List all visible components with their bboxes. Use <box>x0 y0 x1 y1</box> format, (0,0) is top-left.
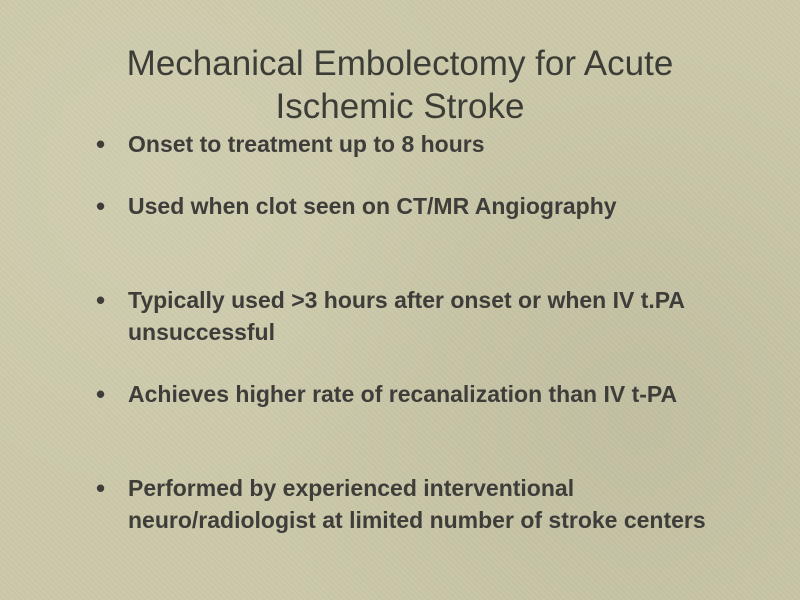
bullet-text: Achieves higher rate of recanalization than IV t-PA <box>128 381 678 407</box>
bullet-icon: • <box>96 191 106 221</box>
bullet-icon: • <box>96 285 106 315</box>
bullet-icon: • <box>96 129 106 159</box>
bullet-text: Onset to treatment up to 8 hours <box>128 131 485 157</box>
slide-title-line-1: Mechanical Embolectomy for Acute <box>126 44 674 83</box>
slide-title-line-2: Ischemic Stroke <box>275 87 525 126</box>
bullet-text: Typically used >3 hours after onset or when IV t.PA unsuccessful <box>128 287 685 345</box>
bullet-icon: • <box>96 473 106 503</box>
bullet-text: Performed by experienced interventional neuro/radiologist at limited number of stroke centers <box>128 475 706 533</box>
bullet-text: Used when clot seen on CT/MR Angiography <box>128 193 617 219</box>
bullet-icon: • <box>96 379 106 409</box>
